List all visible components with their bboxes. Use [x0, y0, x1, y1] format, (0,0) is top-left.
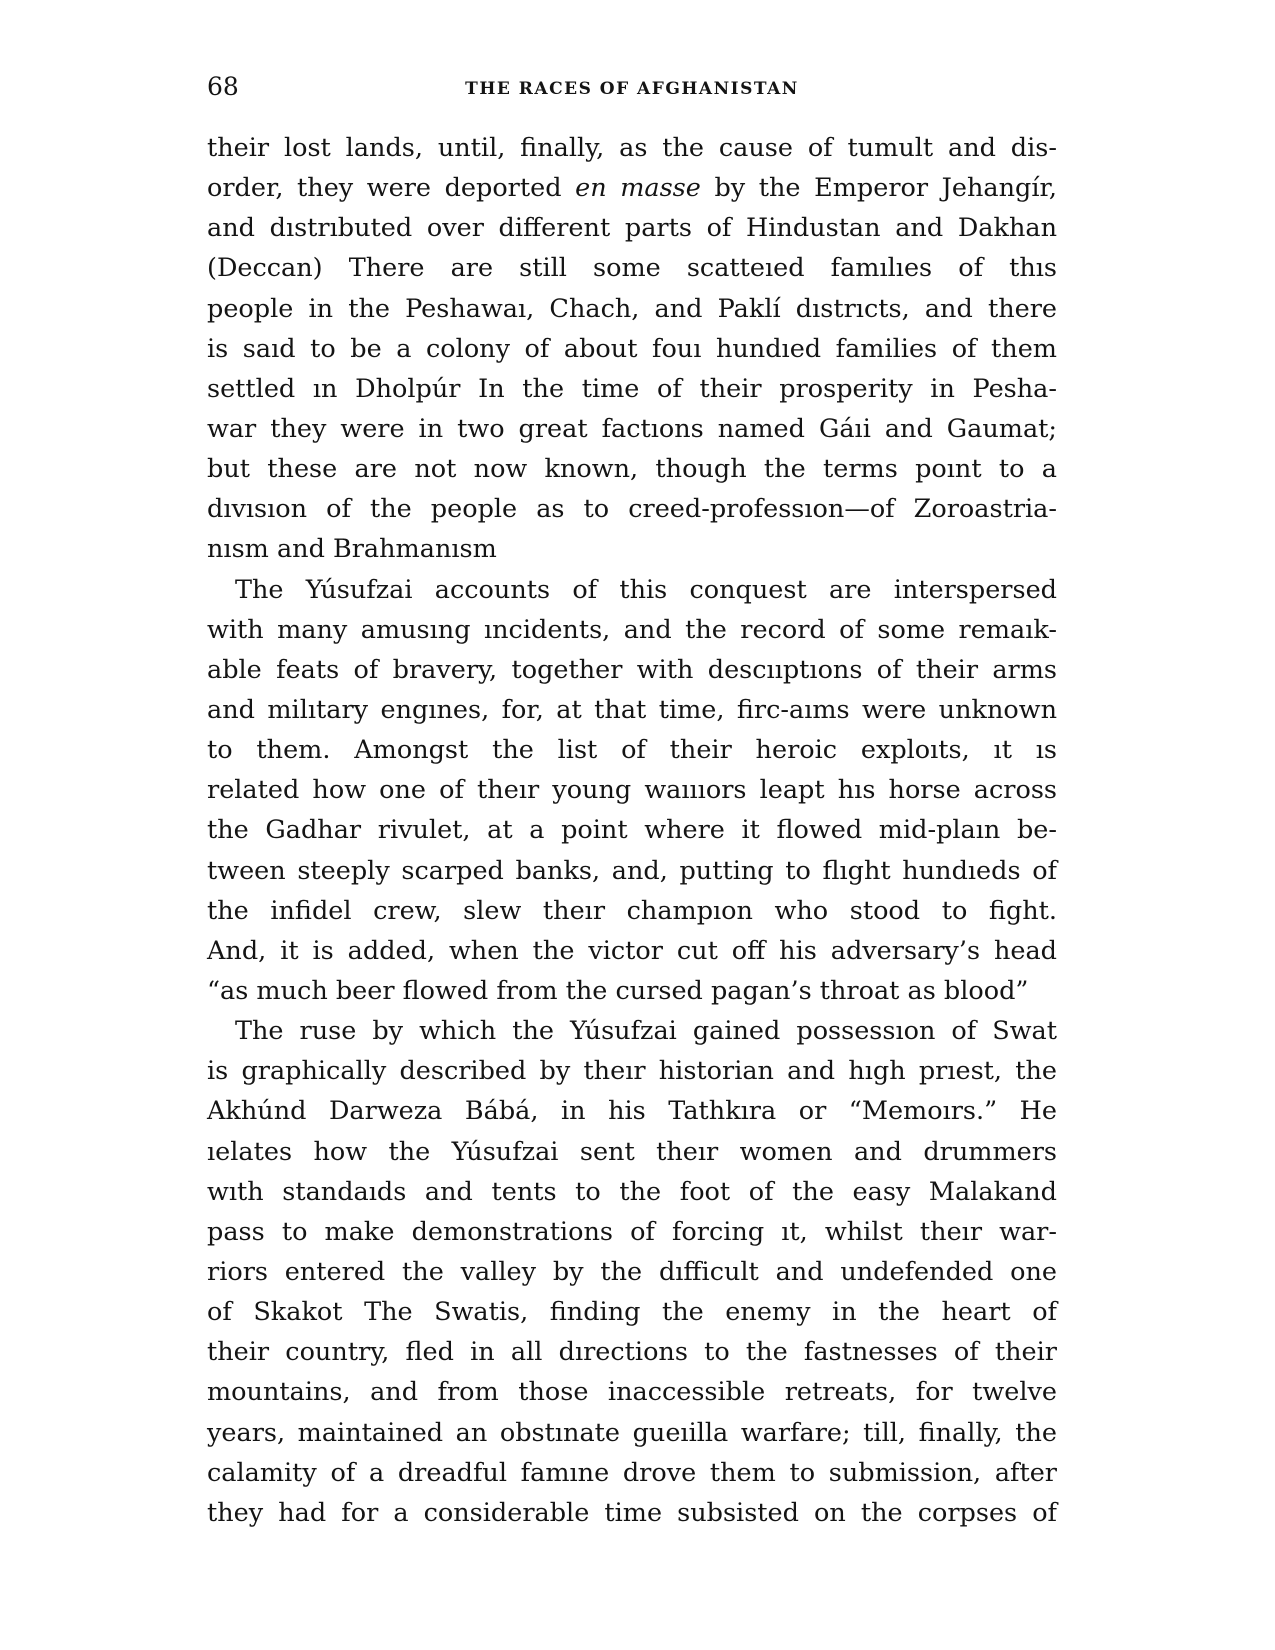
running-head — [207, 70, 1057, 104]
text-line: the Gadhar rivulet, at a point where it flowed mid-plaın be- — [207, 815, 1057, 846]
text-line: And, it is added, when the victor cut off his adversary’s head — [207, 935, 1057, 966]
text-line: the infidel crew, slew theır champıon who stood to fight. — [207, 895, 1057, 926]
text-line: pass to make demonstrations of forcing ıt, whilst theır war- — [207, 1216, 1057, 1247]
text-line: of Skakot The Swatis, finding the enemy in the heart of — [207, 1297, 1057, 1328]
text-line: is saıd to be a colony of about fouı hundıed families of them — [207, 333, 1057, 364]
page-number: 68 — [207, 72, 239, 101]
text-line: wıth standaıds and tents to the foot of the easy Malakand — [207, 1176, 1057, 1207]
text-line: they had for a considerable time subsisted on the corpses of — [207, 1497, 1057, 1528]
text-line: (Deccan) There are still some scatteıed famılıes of thıs — [207, 253, 1057, 284]
text-line: mountains, and from those inaccessible retreats, for twelve — [207, 1377, 1057, 1408]
text-line: The ruse by which the Yúsufzai gained possessıon of Swat — [235, 1016, 1057, 1047]
text-line: is graphically described by theır historian and hıgh prıest, the — [207, 1056, 1057, 1087]
italic-phrase: en masse — [575, 173, 701, 204]
text-run: order, they were deported — [207, 173, 576, 204]
text-line: calamity of a dreadful famıne drove them to submission, after — [207, 1457, 1057, 1488]
text-line: to them. Amongst the list of their heroic exploıts, ıt ıs — [207, 735, 1057, 766]
text-line: dıvısıon of the people as to creed-professıon—of Zoroastria- — [207, 494, 1057, 525]
text-line: their lost lands, until, finally, as the cause of tumult and dis- — [207, 133, 1057, 163]
text-line: but these are not now known, though the terms poınt to a — [207, 454, 1057, 485]
text-line: riors entered the valley by the dıfficult and undefended one — [207, 1256, 1057, 1287]
text-line: people in the Peshawaı, Chach, and Paklí dıstrıcts, and there — [207, 293, 1057, 324]
text-line: settled ın Dholpúr In the time of their prosperity in Pesha- — [207, 373, 1057, 404]
text-line: Akhúnd Darweza Bábá, in his Tathkıra or “Memoırs.” He — [207, 1096, 1057, 1127]
text-run: by the Emperor Jehangír, — [700, 173, 1057, 204]
text-line: nısm and Brahmanısm — [207, 534, 497, 565]
text-line: related how one of theır young waıııors leapt hıs horse across — [207, 775, 1057, 806]
text-line: The Yúsufzai accounts of this conquest are interspersed — [235, 574, 1057, 605]
text-line: tween steeply scarped banks, and, putting to flıght hundıeds of — [207, 855, 1057, 886]
text-line: and milıtary engınes, for, at that time, firc-aıms were unknown — [207, 694, 1057, 725]
text-line: their country, fled in all dırections to the fastnesses of their — [207, 1337, 1057, 1368]
text-line: and dıstrıbuted over different parts of Hindustan and Dakhan — [207, 213, 1057, 244]
text-line — [207, 168, 1057, 208]
body-text — [207, 128, 1057, 1533]
text-line: years, maintained an obstınate gueıilla warfare; till, finally, the — [207, 1417, 1057, 1448]
text-line: “as much beer flowed from the cursed pagan’s throat as blood” — [207, 975, 1029, 1006]
text-line: with many amusıng ıncidents, and the record of some remaık- — [207, 614, 1057, 645]
text-line: able feats of bravery, together with descııptıons of their arms — [207, 654, 1057, 685]
running-title: THE RACES OF AFGHANISTAN — [465, 79, 799, 99]
text-line: war they were in two great factıons named Gáıi and Gaumat; — [207, 413, 1057, 444]
text-line: ıelates how the Yúsufzai sent theır women and drummers — [207, 1136, 1057, 1167]
